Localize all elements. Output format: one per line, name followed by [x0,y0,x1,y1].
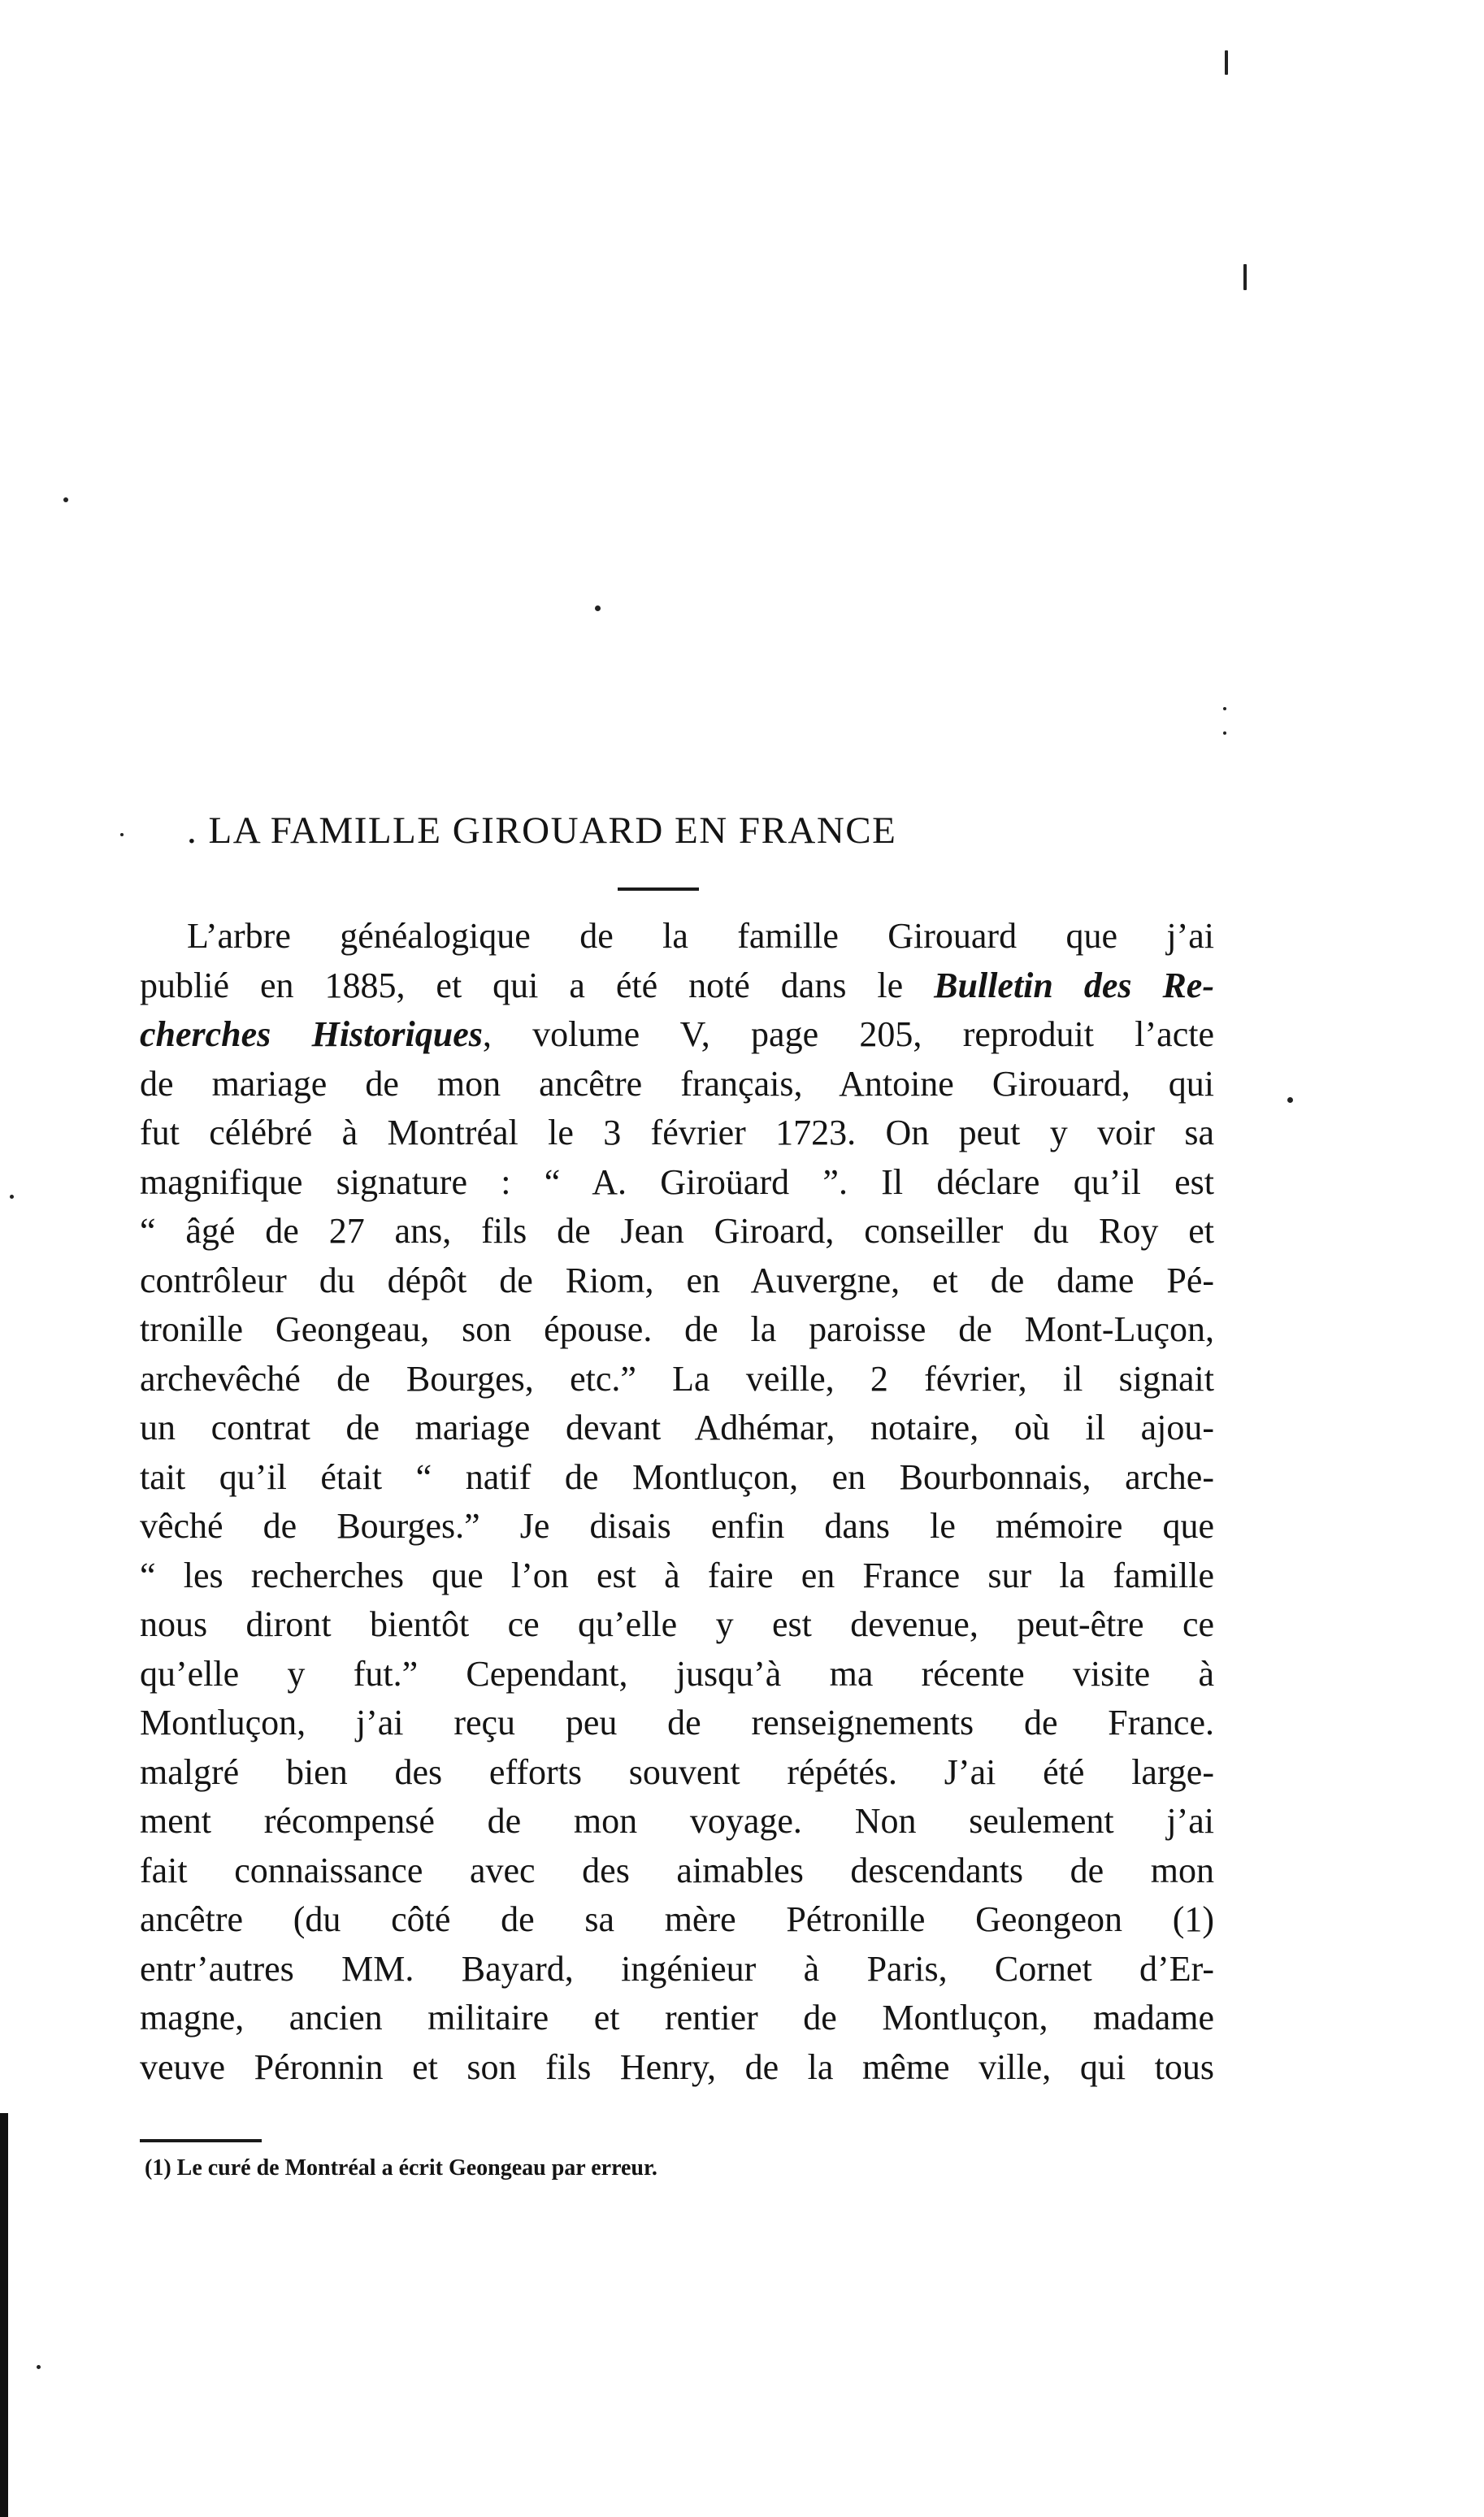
body-line: “ les recherches que l’on est à faire en France sur la famille [140,1555,1214,1595]
body-line: veuve Péronnin et son fils Henry, de la même ville, qui tous [140,2046,1214,2087]
scan-speck [1223,731,1226,735]
body-line: fut célébré à Montréal le 3 février 1723. On peut y voir sa [140,1113,1214,1152]
body-line: vêché de Bourges.” Je disais enfin dans le mémoire que [140,1506,1214,1546]
scan-speck [1287,1097,1293,1103]
body-line: Montluçon, j’ai reçu peu de renseignements de France. [140,1703,1214,1742]
body-line: L’arbre généalogique de la famille Girouard que j’ai [187,916,1214,956]
body-line: cherches Historiques, volume V, page 205, reproduit l’acte [140,1014,1214,1054]
body-line: un contrat de mariage devant Adhémar, notaire, où il ajou- [140,1408,1214,1447]
title-divider [618,887,699,891]
body-line: contrôleur du dépôt de Riom, en Auvergne, et de dame Pé- [140,1260,1214,1300]
body-line: tait qu’il était “ natif de Montluçon, en Bourbonnais, arche- [140,1456,1214,1497]
body-line: magnifique signature : “ A. Giroüard ”. Il déclare qu’il est [140,1161,1214,1202]
body-line: “ âgé de 27 ans, fils de Jean Giroard, conseiller du Roy et [140,1211,1214,1251]
body-line: malgré bien des efforts souvent répétés. J’ai été large- [140,1751,1214,1792]
scan-speck [10,1195,14,1199]
body-line: archevêché de Bourges, etc.” La veille, 2 février, il signait [140,1358,1214,1399]
scan-speck [1223,707,1226,710]
scan-speck [1225,50,1228,75]
chapter-title: . LA FAMILLE GIROUARD EN FRANCE [187,809,897,852]
scan-speck [63,497,68,502]
body-line: ment récompensé de mon voyage. Non seulement j’ai [140,1801,1214,1841]
scan-speck [1243,264,1247,290]
body-line: magne, ancien militaire et rentier de Montluçon, madame [140,1998,1214,2037]
scan-speck [595,605,601,611]
footnote-divider [140,2139,262,2142]
body-paragraph [140,912,1214,2092]
body-line: entr’autres MM. Bayard, ingénieur à Paris, Cornet d’Er- [140,1948,1214,1989]
footnote: (1) Le curé de Montréal a écrit Geongeau par erreur. [145,2155,657,2181]
scan-speck [37,2365,41,2369]
body-line: qu’elle y fut.” Cependant, jusqu’à ma récente visite à [140,1653,1214,1694]
scan-edge-shadow [0,2113,8,2517]
body-line: de mariage de mon ancêtre français, Antoine Girouard, qui [140,1063,1214,1104]
scan-speck [120,833,124,836]
body-line: ancêtre (du côté de sa mère Pétronille Geongeon (1) [140,1899,1214,1939]
body-line: tronille Geongeau, son épouse. de la paroisse de Mont-Luçon, [140,1309,1214,1349]
body-line: nous diront bientôt ce qu’elle y est devenue, peut-être ce [140,1604,1214,1644]
body-line: fait connaissance avec des aimables descendants de mon [140,1850,1214,1890]
body-line: publié en 1885, et qui a été noté dans le Bulletin des Re- [140,965,1214,1005]
